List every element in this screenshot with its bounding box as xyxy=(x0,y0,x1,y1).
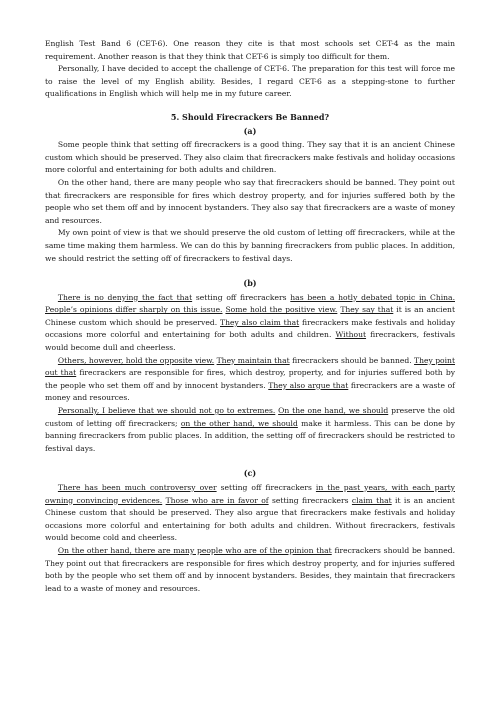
essay-b-paragraph-3: Personally, I believe that we should not go to extremes. On the one hand, we should preserve the old custom of letting off firecrackers; on the other hand, we should make it harmless. This can be done by banning firecrackers from public places. In addition, the setting off of firecrackers should be restricted to festival days. xyxy=(45,406,455,453)
essay-c-paragraph-2: On the other hand, there are many people who are of the opinion that firecrackers should be banned. They point out that firecrackers are responsible for fires which destroy property, and for injuries suffered both by the people who set them off and by innocent bystanders. Besides, they maintain that firecrackers lead to a waste of money and resources. xyxy=(45,545,455,593)
section-title: 5. Should Firecrackers Be Banned? xyxy=(170,111,330,122)
underlined-phrase: in the past years, with each party owning convincing evidences. xyxy=(45,483,455,505)
underlined-phrase: People’s opinions differ sharply on this issue. xyxy=(45,305,223,315)
intro-paragraph-1: English Test Band 6 (CET-6). One reason they cite is that most schools set CET-4 as the main requirement. Another reason is that they think that CET-6 is simply too difficult for them. xyxy=(45,39,455,61)
essay-a-paragraph-1: Some people think that setting off firecrackers is a good thing. They say that it is an ancient Chinese custom which should be preserved. They also claim that firecrackers make festivals and holiday occasions more colorful and entertaining for both adults and children. xyxy=(45,140,455,175)
underlined-phrase: On the other hand, there are many people who are of the opinion that xyxy=(57,545,332,555)
essay-b-paragraph-1: There is no denying the fact that setting off firecrackers has been a hotly debated topic in China. People’s opinions differ sharply on this issue. Some hold the positive view. They say that it is an ancient Chinese custom which should be preserved. They also claim that firecrackers make festivals and holiday occasions more colorful and entertaining for both adults and children. Without firecrackers, festivals would become dull and cheerless. xyxy=(45,292,456,353)
underlined-phrase: on the other hand, we should xyxy=(180,418,298,428)
essay-c-label: (c) xyxy=(243,468,257,479)
document-page xyxy=(45,38,455,595)
essay-b-label: (b) xyxy=(243,278,257,289)
underlined-phrase: has been a hotly debated topic in China. xyxy=(290,292,455,302)
underlined-phrase: Personally, I believe that we should not go to extremes. xyxy=(57,406,276,416)
underlined-phrase: There has been much controversy over xyxy=(57,483,217,492)
underlined-phrase: There is no denying the fact that xyxy=(57,292,193,302)
intro-paragraph-2: Personally, I have decided to accept the challenge of CET-6. The preparation for this test will force me to raise the level of my English ability. Besides, I regard CET-6 as a stepping-stone to further qualifications in English which will help me in my future career. xyxy=(45,64,455,99)
underlined-phrase: On the one hand, we should xyxy=(278,406,389,416)
essay-a-label: (a) xyxy=(243,125,257,136)
essay-b-paragraph-2: Others, however, hold the opposite view. They maintain that firecrackers should be banned. They point out that firecrackers are responsible for fires, which destroy, property, and for injuries suffered both by the people who set them off and by innocent bystanders. They also argue that firecrackers are a waste of money and resources. xyxy=(45,355,456,403)
essay-a-paragraph-2: On the other hand, there are many people who say that firecrackers should be banned. They point out that firecrackers are responsible for fires which destroy property, and for injuries suffered both by the people who set them off and by innocent bystanders. They also say that firecrackers are a waste of money and resources. xyxy=(45,177,455,225)
underlined-phrase: Without xyxy=(335,330,367,340)
underlined-phrase: They point out that xyxy=(45,355,456,378)
underlined-phrase: claim that xyxy=(351,495,392,505)
underlined-phrase: Others, however, hold the opposite view. xyxy=(57,355,215,365)
underlined-phrase: They maintain that xyxy=(216,355,290,365)
underlined-phrase: Those who are in favor of xyxy=(165,495,269,505)
underlined-phrase: Some hold the positive view. xyxy=(225,305,338,315)
underlined-phrase: They also claim that xyxy=(220,317,300,327)
underlined-phrase: They say that xyxy=(340,305,394,315)
essay-c-paragraph-1: There has been much controversy over setting off firecrackers in the past years, with each party owning convincing evidences. Those who are in favor of setting firecrackers claim that it is an ancient Chinese custom that should be preserved. They also argue that firecrackers make festivals and holiday occasions more colorful and entertaining for both adults and children. Without firecrackers, festivals would become cold and cheerless. xyxy=(45,483,455,543)
essay-a-paragraph-3: My own point of view is that we should preserve the old custom of letting off firecrackers, while at the same time making them harmless. We can do this by banning firecrackers from public places. In addition, we should restrict the setting off of firecrackers to festival days. xyxy=(45,228,455,263)
underlined-phrase: They also argue that xyxy=(268,380,349,390)
